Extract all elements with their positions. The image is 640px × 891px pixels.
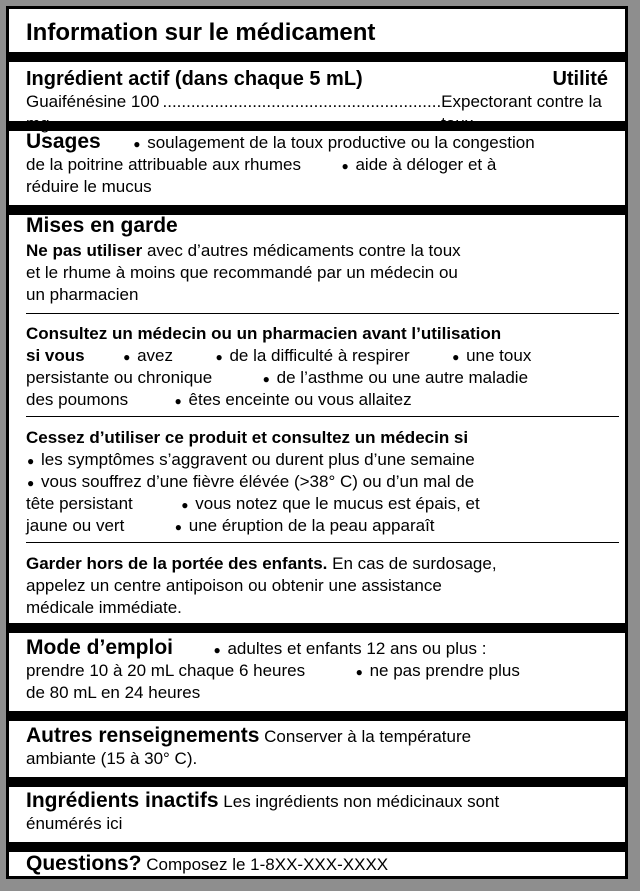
- divider: [26, 313, 619, 314]
- ask-doctor-section: [9, 323, 625, 411]
- stop-use-item: ● une éruption de la peau apparaît: [174, 516, 435, 535]
- ask-doctor-item: ● avez: [122, 346, 173, 365]
- uses-heading: Usages: [26, 130, 101, 153]
- uses-item-cont: réduire le mucus: [26, 177, 152, 196]
- inactive-ingredients-heading: Ingrédients inactifs: [26, 789, 219, 812]
- inactive-ingredients-text: Les ingrédients non médicinaux sont: [223, 792, 500, 811]
- questions-phone: Composez le 1-8XX-XXX-XXXX: [146, 855, 389, 874]
- stop-use-item: ● les symptômes s’aggravent ou durent plus d’une semaine: [26, 450, 475, 469]
- ask-doctor-heading: Consultez un médecin ou un pharmacien avant l’utilisation: [26, 324, 502, 343]
- directions-item-cont: de 80 mL en 24 heures: [26, 683, 201, 702]
- stop-use-item: ● vous souffrez d’une fièvre élévée (>38° C) ou d’un mal de: [26, 472, 474, 491]
- drug-facts-panel: [6, 6, 628, 879]
- ask-doctor-item: ● de l’asthme ou une autre maladie: [262, 368, 528, 387]
- questions-section: [9, 852, 625, 876]
- other-info-text: Conserver à la température: [264, 727, 472, 746]
- inactive-ingredients-text: énumérés ici: [26, 814, 123, 833]
- divider: [26, 542, 619, 543]
- stop-use-item-cont: jaune ou vert: [26, 516, 125, 535]
- stop-use-section: [9, 427, 625, 537]
- do-not-use-label: Ne pas utiliser: [26, 241, 143, 260]
- ask-doctor-heading-cont: si vous: [26, 346, 85, 365]
- questions-heading: Questions?: [26, 852, 142, 875]
- keep-away-text: En cas de surdosage,: [332, 554, 497, 573]
- keep-away-text: médicale immédiate.: [26, 598, 182, 617]
- keep-away-text: appelez un centre antipoison ou obtenir une assistance: [26, 576, 442, 595]
- directions-item: ● adultes et enfants 12 ans ou plus :: [212, 639, 486, 658]
- do-not-use-text: un pharmacien: [26, 285, 139, 304]
- purpose-heading: Utilité: [552, 68, 608, 90]
- uses-item-cont: de la poitrine attribuable aux rhumes: [26, 155, 301, 174]
- warnings-heading: Mises en garde: [26, 214, 178, 237]
- keep-away-label: Garder hors de la portée des enfants.: [26, 554, 328, 573]
- other-info-heading: Autres renseignements: [26, 724, 260, 747]
- inactive-ingredients-section: [9, 789, 625, 835]
- active-ingredient-name: Guaifénésine 100: [26, 92, 160, 111]
- ask-doctor-item-cont: des poumons: [26, 390, 129, 409]
- divider: [9, 711, 625, 721]
- directions-heading: Mode d’emploi: [26, 636, 173, 659]
- divider: [9, 623, 625, 633]
- stop-use-item-cont: tête persistant: [26, 494, 133, 513]
- leader-dots: ...........................................................: [162, 92, 442, 111]
- stop-use-item: ● vous notez que le mucus est épais, et: [180, 494, 479, 513]
- uses-section: [9, 130, 625, 198]
- divider: [26, 416, 619, 417]
- divider: [9, 842, 625, 852]
- active-ingredient-purpose: Expectorant contre la: [441, 92, 602, 111]
- uses-item: ● aide à déloger et à: [340, 155, 496, 174]
- other-info-text: ambiante (15 à 30° C).: [26, 749, 198, 768]
- divider: [9, 52, 625, 62]
- do-not-use-text: avec d’autres médicaments contre la toux: [146, 241, 461, 260]
- ask-doctor-item: ● une toux: [451, 346, 531, 365]
- directions-section: [9, 636, 625, 704]
- ask-doctor-item: ● de la difficulté à respirer: [214, 346, 409, 365]
- title-section: [9, 19, 625, 47]
- uses-item: ● soulagement de la toux productive ou la congestion: [132, 133, 534, 152]
- stop-use-heading: Cessez d’utiliser ce produit et consultez un médecin si: [26, 428, 469, 447]
- divider: [9, 777, 625, 787]
- other-info-section: [9, 724, 625, 770]
- warnings-section: [9, 214, 625, 306]
- directions-item-cont: prendre 10 à 20 mL chaque 6 heures: [26, 661, 306, 680]
- ask-doctor-item-cont: persistante ou chronique: [26, 368, 213, 387]
- active-ingredient-heading: Ingrédient actif (dans chaque 5 mL): [26, 68, 363, 90]
- keep-away-section: [9, 553, 625, 619]
- ask-doctor-item: ● êtes enceinte ou vous allaitez: [174, 390, 412, 409]
- directions-item: ● ne pas prendre plus: [355, 661, 520, 680]
- do-not-use-text: et le rhume à moins que recommandé par un médecin ou: [26, 263, 458, 282]
- panel-title: Information sur le médicament: [26, 19, 376, 46]
